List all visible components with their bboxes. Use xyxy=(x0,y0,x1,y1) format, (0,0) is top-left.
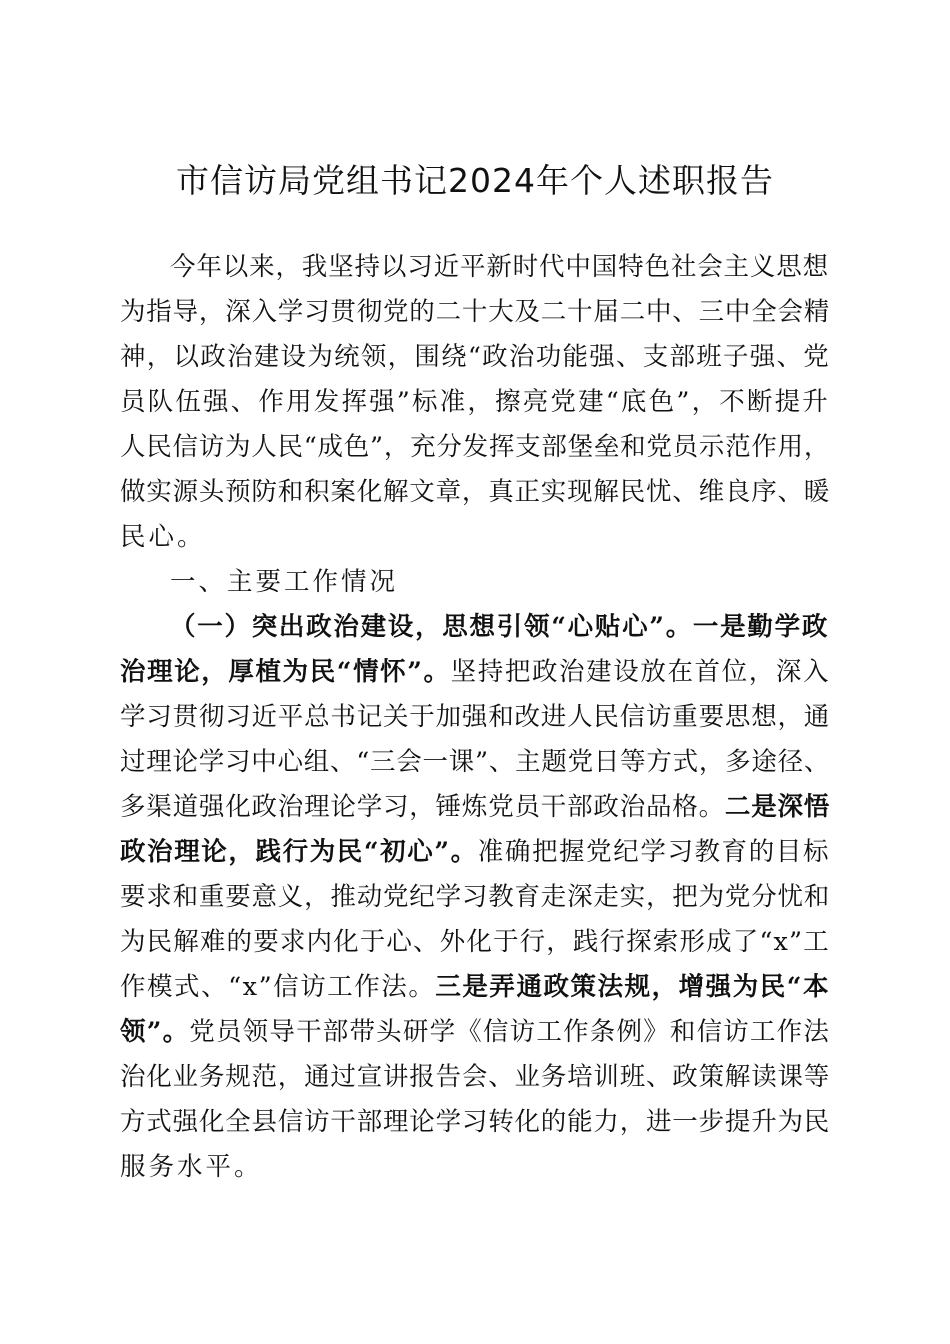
body-text-line xyxy=(120,972,830,1002)
text-run: 多渠道强化政治理论学习，锤炼党员干部政治品格。 xyxy=(120,792,725,822)
body-text-line xyxy=(120,342,830,372)
body-text-line xyxy=(120,702,830,732)
text-run: 过理论学习中心组、“三会一课”、主题党日等方式，多途径、 xyxy=(120,747,831,777)
body-text-line xyxy=(120,1062,830,1092)
body-text-line xyxy=(120,477,830,507)
text-run: 员队伍强、作用发挥强”标准，擦亮党建“底色”，不断提升 xyxy=(120,387,830,417)
text-run: 民心。 xyxy=(120,522,206,552)
body-text-line xyxy=(120,1152,263,1182)
body-text-line xyxy=(120,927,830,957)
body-text-line xyxy=(120,387,830,417)
text-run: 为指导，深入学习贯彻党的二十大及二十届二中、三中全会精 xyxy=(120,297,831,327)
text-run: 今年以来，我坚持以习近平新时代中国特色社会主义思想 xyxy=(170,252,830,282)
bold-text-run: 治理论，厚植为民“情怀”。 xyxy=(120,657,451,687)
text-run: 准确把握党纪学习教育的目标 xyxy=(477,837,831,867)
body-text-line xyxy=(120,432,830,462)
bold-text-run: 政治理论，践行为民“初心”。 xyxy=(120,837,478,867)
body-text-line xyxy=(120,882,830,912)
text-run: 治化业务规范，通过宣讲报告会、业务培训班、政策解读课等 xyxy=(120,1062,831,1092)
body-text-line xyxy=(170,252,829,282)
body-text-line xyxy=(120,1107,830,1137)
body-text-line xyxy=(120,1017,830,1047)
text-run: 党员领导干部带头研学《信访工作条例》和信访工作法 xyxy=(189,1017,831,1047)
text-run: 要求和重要意义，推动党纪学习教育走深走实，把为党分忧和 xyxy=(120,882,831,912)
body-text-line xyxy=(170,612,829,642)
bold-text-run: 领”。 xyxy=(120,1017,190,1047)
text-run: 为民解难的要求内化于心、外化于行，践行探索形成了“x”工 xyxy=(120,927,830,957)
bold-text-run: （一）突出政治建设，思想引领“心贴心”。一是勤学政 xyxy=(170,612,830,642)
text-run: 一、主要工作情况 xyxy=(170,567,399,597)
body-text-line xyxy=(120,747,830,777)
text-run: 坚持把政治建设放在首位，深入 xyxy=(450,657,831,687)
bold-text-run: 二是深悟 xyxy=(724,792,831,822)
bold-text-run: 三是弄通政策法规，增强为民“本 xyxy=(435,972,830,1002)
body-text-line xyxy=(120,297,830,327)
body-text-line xyxy=(120,522,206,552)
section-heading xyxy=(170,567,398,597)
text-run: 人民信访为人民“成色”，充分发挥支部堡垒和党员示范作用， xyxy=(120,432,831,462)
body-text-line xyxy=(120,837,830,867)
body-text-line xyxy=(120,657,830,687)
body-text-line xyxy=(120,792,830,822)
text-run: 学习贯彻习近平总书记关于加强和改进人民信访重要思想，通 xyxy=(120,702,831,732)
text-run: 神，以政治建设为统领，围绕“政治功能强、支部班子强、党 xyxy=(120,342,831,372)
text-run: 作模式、“x”信访工作法。 xyxy=(120,972,436,1002)
text-run: 方式强化全县信访干部理论学习转化的能力，进一步提升为民 xyxy=(120,1107,831,1137)
text-run: 服务水平。 xyxy=(120,1152,263,1182)
document-title: 市信访局党组书记2024年个人述职报告 xyxy=(176,161,774,200)
text-run: 做实源头预防和积案化解文章，真正实现解民忧、维良序、暖 xyxy=(120,477,831,507)
